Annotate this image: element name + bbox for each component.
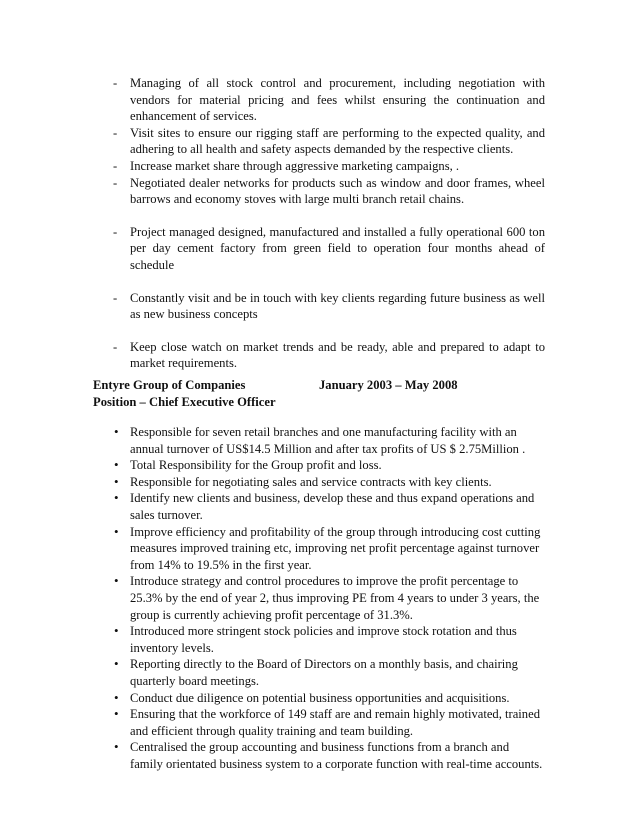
bullet-list-item: • Introduce strategy and control procedures to improve the profit percentage to 25.3% by the end of year 2, thus improving PE from 4 years to under 3 years, the group is currently achieving profit percentage of 31.3%.	[113, 573, 545, 623]
job-position: Position – Chief Executive Officer	[93, 394, 276, 409]
bullet-list-item: • Responsible for negotiating sales and service contracts with key clients.	[113, 474, 545, 491]
dash-list-item: - Keep close watch on market trends and be ready, able and prepared to adapt to market requirements.	[113, 339, 545, 372]
bullet-list-item: • Centralised the group accounting and business functions from a branch and family orientated business system to a corporate function with real-time accounts.	[113, 739, 545, 772]
bullet-list-item: • Improve efficiency and profitability of the group through introducing cost cutting measures improved training etc, improving net profit percentage against turnover from 14% to 19.5% in the first year.	[113, 524, 545, 574]
bullet-list-item: • Introduced more stringent stock policies and improve stock rotation and thus inventory levels.	[113, 623, 545, 656]
dash-list-item: - Increase market share through aggressive marketing campaigns, .	[113, 158, 545, 175]
dash-list-item: - Visit sites to ensure our rigging staff are performing to the expected quality, and adhering to all health and safety aspects demanded by the respective clients.	[113, 125, 545, 158]
job-header	[93, 377, 543, 410]
bullet-list-item: • Responsible for seven retail branches and one manufacturing facility with an annual turnover of US$14.5 Million and after tax profits of US $ 2.75Million .	[113, 424, 545, 457]
dash-list-item: - Negotiated dealer networks for products such as window and door frames, wheel barrows and economy stoves with large multi branch retail chains.	[113, 175, 545, 208]
dash-list-item: - Managing of all stock control and procurement, including negotiation with vendors for material pricing and fees whilst ensuring the continuation and enhancement of services.	[113, 75, 545, 125]
employment-dates: January 2003 – May 2008	[319, 378, 458, 392]
bullet-list-item: • Conduct due diligence on potential business opportunities and acquisitions.	[113, 690, 545, 707]
job-title-row	[93, 377, 543, 394]
bullet-list-item: • Ensuring that the workforce of 149 staff are and remain highly motivated, trained and efficient through quality training and team building.	[113, 706, 545, 739]
dash-list-item: - Constantly visit and be in touch with key clients regarding future business as well as new business concepts	[113, 290, 545, 323]
ceo-duties-bullet-list	[113, 424, 545, 772]
dash-list-item: - Project managed designed, manufactured and installed a fully operational 600 ton per day cement factory from green field to operation four months ahead of schedule	[113, 224, 545, 274]
company-name: Entyre Group of Companies	[93, 378, 246, 392]
bullet-list-item: • Reporting directly to the Board of Directors on a monthly basis, and chairing quarterly board meetings.	[113, 656, 545, 689]
bullet-list-item: • Total Responsibility for the Group profit and loss.	[113, 457, 545, 474]
bullet-list-item: • Identify new clients and business, develop these and thus expand operations and sales turnover.	[113, 490, 545, 523]
responsibilities-dash-list	[113, 75, 545, 372]
